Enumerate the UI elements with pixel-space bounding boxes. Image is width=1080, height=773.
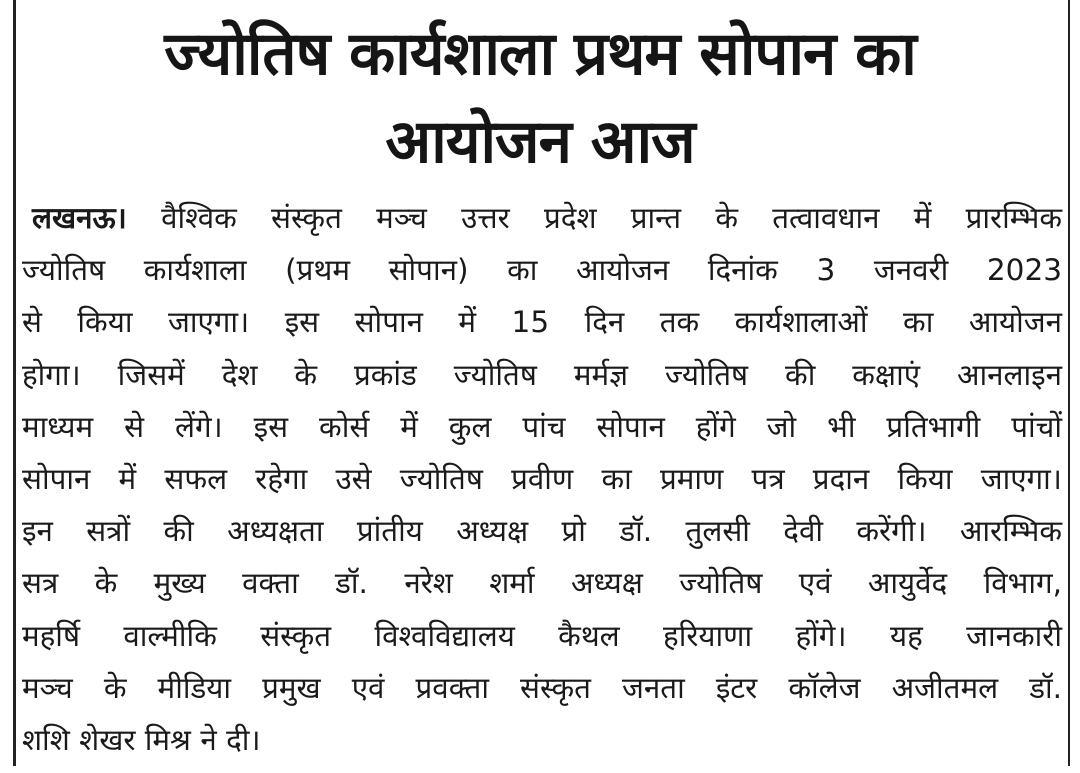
headline bbox=[40, 10, 1040, 186]
article-line: से किया जाएगा। इस सोपान में 15 दिन तक कार्यशालाओं का आयोजन bbox=[22, 305, 1062, 340]
article-line: सत्र के मुख्य वक्ता डॉ. नरेश शर्मा अध्यक्ष ज्योतिष एवं आयुर्वेद विभाग, bbox=[22, 566, 1062, 601]
article-line: शशि शेखर मिश्र ने दी। bbox=[22, 722, 261, 757]
dateline: लखनऊ। bbox=[32, 201, 127, 235]
article-body bbox=[22, 192, 1062, 766]
article-line: होगा। जिसमें देश के प्रकांड ज्योतिष मर्मज्ञ ज्योतिष की कक्षाएं आनलाइन bbox=[22, 357, 1062, 392]
article-line: माध्यम से लेंगे। इस कोर्स में कुल पांच सोपान होंगे जो भी प्रतिभागी पांचों bbox=[22, 409, 1062, 444]
headline-line-2: आयोजन आज bbox=[385, 107, 695, 177]
article-line-text: वैश्विक संस्कृत मञ्च उत्तर प्रदेश प्रान्त के तत्वावधान में प्रारम्भिक bbox=[161, 201, 1062, 235]
article-line: महर्षि वाल्मीकि संस्कृत विश्वविद्यालय कैथल हरियाणा होंगे। यह जानकारी bbox=[22, 618, 1062, 653]
clipping-bottom-edge bbox=[0, 766, 1080, 773]
article-line: मञ्च के मीडिया प्रमुख एवं प्रवक्ता संस्कृत जनता इंटर कॉलेज अजीतमल डॉ. bbox=[22, 670, 1062, 705]
column-rule-right bbox=[1068, 0, 1070, 773]
headline-line-1: ज्योतिष कार्यशाला प्रथम सोपान का bbox=[164, 19, 916, 89]
article-line: ज्योतिष कार्यशाला (प्रथम सोपान) का आयोजन दिनांक 3 जनवरी 2023 bbox=[22, 253, 1062, 288]
article-line: इन सत्रों की अध्यक्षता प्रांतीय अध्यक्ष प्रो डॉ. तुलसी देवी करेंगी। आरम्भिक bbox=[22, 514, 1062, 549]
article-line: सोपान में सफल रहेगा उसे ज्योतिष प्रवीण का प्रमाण पत्र प्रदान किया जाएगा। bbox=[22, 461, 1062, 496]
column-rule-left bbox=[13, 0, 16, 773]
article-line bbox=[22, 192, 1062, 244]
